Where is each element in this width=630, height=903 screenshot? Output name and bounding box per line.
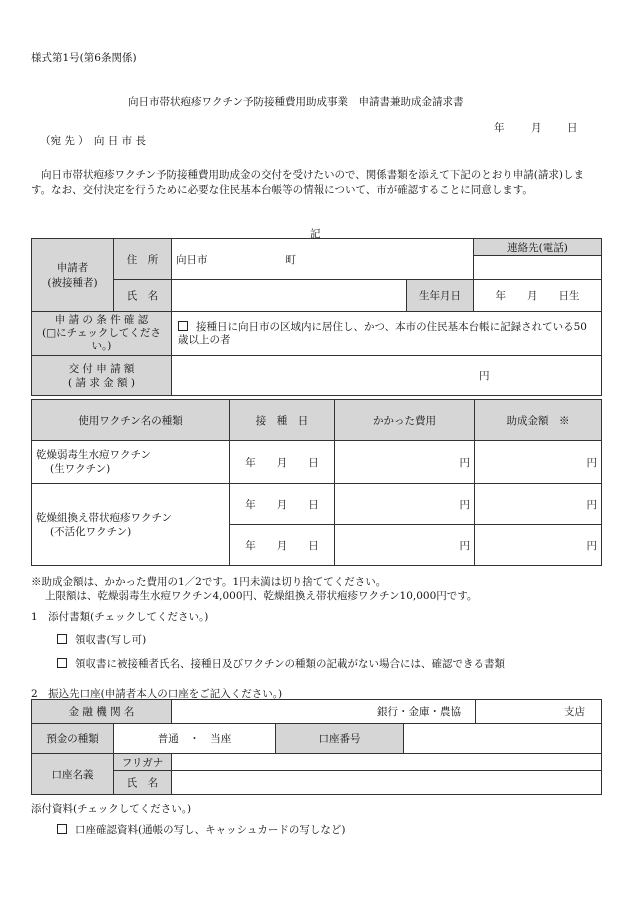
birth-field[interactable]: 年 月 日生 — [474, 280, 602, 312]
account-doc-checkbox[interactable] — [57, 824, 67, 834]
applicant-label: 申請者 (被接種者) — [32, 239, 114, 312]
attach-title: 添付資料(チェックしてください。) — [31, 803, 192, 815]
amount-label: 交 付 申 請 額 ( 請 求 金 額 ) — [32, 356, 172, 396]
recomb-vaccine-subsidy-1[interactable]: 円 — [475, 484, 602, 525]
amount-field[interactable]: 円 — [172, 356, 602, 396]
addressee: （宛 先 ） 向 日 市 長 — [40, 135, 146, 147]
live-vaccine-subsidy[interactable]: 円 — [475, 441, 602, 484]
recomb-vaccine-cost-1[interactable]: 円 — [335, 484, 475, 525]
recomb-vaccine-date-2[interactable]: 年 月 日 — [230, 525, 335, 566]
note-upper-limit: 上限額は、乾燥弱毒生水痘ワクチン4,000円、乾燥組換え帯状疱疹ワクチン10,000円です。 — [45, 590, 478, 602]
account-number-label: 口座番号 — [276, 724, 404, 754]
date-month: 月 — [531, 122, 542, 134]
holder-name-field[interactable] — [172, 771, 602, 795]
subsidy-header: 助成金額 ※ — [475, 400, 602, 441]
branch-field[interactable]: 支店 — [476, 700, 602, 724]
deposit-type-field[interactable]: 普通 ・ 当座 — [114, 724, 276, 754]
account-holder-label: 口座名義 — [32, 754, 114, 795]
section1-title: 1 添付書類(チェックしてください。) — [31, 611, 209, 623]
furigana-label: フリガナ — [114, 754, 172, 771]
vaccine-table — [31, 399, 602, 566]
name-label: 氏 名 — [114, 280, 172, 312]
name-field[interactable] — [172, 280, 407, 312]
intro-paragraph: 向日市帯状疱疹ワクチン予防接種費用助成金の交付を受けたいので、関係書類を添えて下記のとおり申請(請求)します。なお、交付決定を行うために必要な住民基本台帳等の情報について、市が確認することに同意します。 — [31, 169, 584, 196]
date-year: 年 — [494, 122, 505, 134]
bank-table — [31, 699, 602, 795]
alt-doc-checkbox[interactable] — [57, 658, 67, 668]
recomb-vaccine-subsidy-2[interactable]: 円 — [475, 525, 602, 566]
applicant-table — [31, 238, 602, 396]
condition-label: 申 請 の 条 件 確 認 (□にチェックしてください。) — [32, 312, 172, 356]
receipt-checkbox[interactable] — [57, 634, 67, 644]
section1-item-receipt[interactable]: 領収書(写し可) — [57, 632, 146, 647]
furigana-field[interactable] — [172, 754, 602, 771]
contact-label: 連絡先(電話) — [474, 239, 602, 256]
attach-item[interactable]: 口座確認資料(通帳の写し、キャッシュカードの写しなど) — [57, 822, 345, 837]
live-vaccine-cost[interactable]: 円 — [335, 441, 475, 484]
address-label: 住 所 — [114, 239, 172, 280]
note-subsidy-rate: ※助成金額は、かかった費用の1／2です。1円未満は切り捨ててください。 — [31, 576, 387, 588]
cost-header: かかった費用 — [335, 400, 475, 441]
bank-name-field[interactable]: 銀行・金庫・農協 — [172, 700, 476, 724]
account-number-field[interactable] — [404, 724, 602, 754]
live-vaccine-date[interactable]: 年 月 日 — [230, 441, 335, 484]
date-header: 接 種 日 — [230, 400, 335, 441]
bank-label: 金 融 機 関 名 — [32, 700, 172, 724]
recomb-vaccine-date-1[interactable]: 年 月 日 — [230, 484, 335, 525]
recomb-vaccine-name: 乾燥組換え帯状疱疹ワクチン (不活化ワクチン) — [32, 484, 230, 566]
holder-name-label: 氏 名 — [114, 771, 172, 795]
section1-item-alt-doc[interactable]: 領収書に被接種者氏名、接種日及びワクチンの種類の記載がない場合には、確認できる書類 — [57, 656, 505, 671]
contact-phone-field[interactable] — [474, 256, 602, 280]
condition-check[interactable]: 接種日に向日市の区域内に居住し、かつ、本市の住民基本台帳に記録されている50歳以上の者 — [172, 312, 602, 356]
ki-heading: 記 — [310, 228, 321, 240]
deposit-type-label: 預金の種類 — [32, 724, 114, 754]
document-title: 向日市帯状疱疹ワクチン予防接種費用助成事業 申請書兼助成金請求書 — [128, 96, 464, 108]
live-vaccine-name: 乾燥弱毒生水痘ワクチン (生ワクチン) — [32, 441, 230, 484]
vaccine-header: 使用ワクチン名の種類 — [32, 400, 230, 441]
form-number: 様式第1号(第6条関係) — [31, 52, 137, 64]
address-field[interactable]: 向日市 町 — [172, 239, 474, 280]
condition-checkbox[interactable] — [178, 321, 188, 331]
recomb-vaccine-cost-2[interactable]: 円 — [335, 525, 475, 566]
date-day: 日 — [567, 122, 578, 134]
section2-title: 2 振込先口座(申請者本人の口座をご記入ください。) — [31, 688, 283, 700]
birth-label: 生年月日 — [407, 280, 474, 312]
